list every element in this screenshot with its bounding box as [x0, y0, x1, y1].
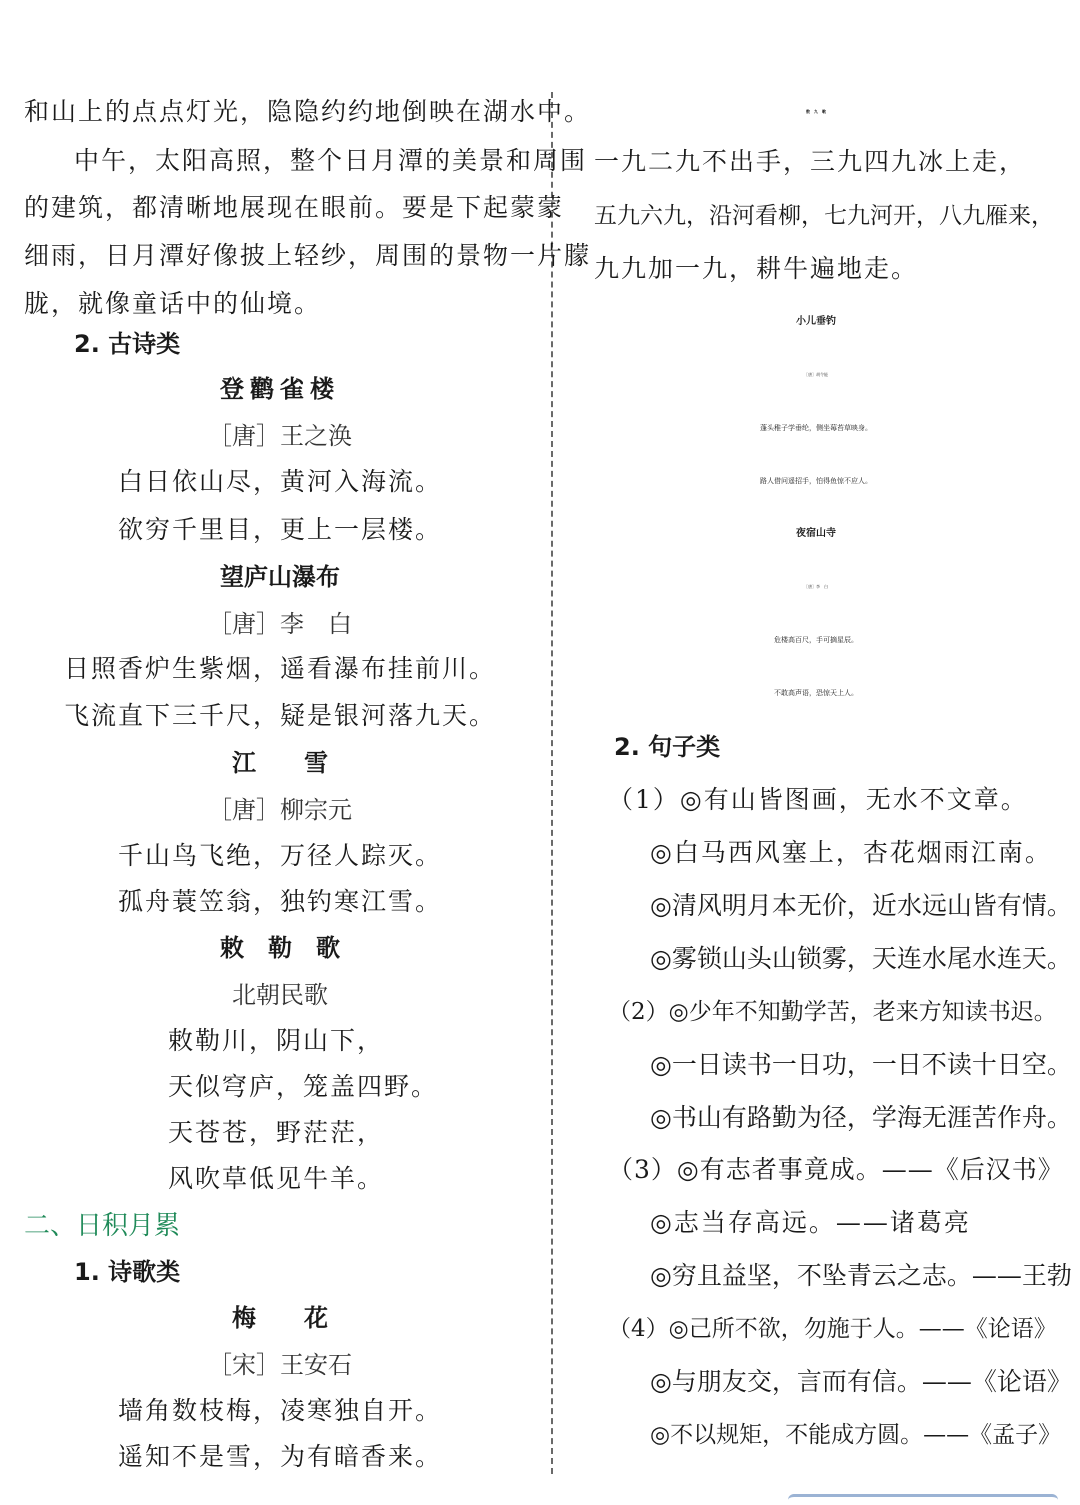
sentence-line: ◎雾锁山头山锁雾，天连水尾水连天。	[650, 944, 1072, 973]
poem-title: 梅 花	[232, 1304, 328, 1332]
rhyme-line: 五九六九，沿河看柳，七九河开，八九雁来，	[594, 203, 1054, 229]
sentence-line: ◎与朋友交，言而有信。——《论语》	[650, 1367, 1072, 1396]
poem-title: 望庐山瀑布	[220, 563, 340, 591]
paragraph-line: 的建筑，都清晰地展现在眼前。要是下起蒙蒙	[24, 193, 565, 222]
sentence-line: （1）◎有山皆图画，无水不文章。	[608, 785, 1028, 814]
poem-line: 白日依山尽，黄河入海流。	[117, 467, 442, 496]
paragraph-line: 中午，太阳高照，整个日月潭的美景和周围	[74, 146, 588, 175]
poem-author: ［唐］李 白	[208, 610, 352, 638]
section-heading-poetry: 1. 诗歌类	[74, 1258, 181, 1286]
poem-author: ［唐］李 白	[804, 584, 828, 589]
poem-line: 敕勒川，阴山下，	[168, 1026, 385, 1055]
sentence-line: ◎白马西风塞上，杏花烟雨江南。	[650, 838, 1052, 867]
rhyme-line: 一九二九不出手，三九四九冰上走，	[594, 147, 1027, 176]
rhyme-line: 九九加一九，耕牛遍地走。	[594, 254, 919, 283]
poem-title: 数 九 歌	[806, 109, 826, 114]
poem-line: 飞流直下三千尺，疑是银河落九天。	[63, 701, 496, 730]
poem-line: 墙角数枝梅，凌寒独自开。	[117, 1396, 442, 1425]
poem-title: 敕 勒 歌	[220, 934, 340, 962]
page-edge-decoration	[788, 1494, 1058, 1505]
sentence-line: （2）◎少年不知勤学苦，老来方知读书迟。	[608, 999, 1057, 1025]
poem-title: 夜宿山寺	[796, 528, 836, 539]
poem-line: 孤舟蓑笠翁，独钓寒江雪。	[117, 887, 442, 916]
sentence-line: ◎穷且益坚，不坠青云之志。——王勃	[650, 1261, 1072, 1290]
section-heading-sentences: 2. 句子类	[614, 733, 721, 761]
poem-author: 北朝民歌	[232, 981, 328, 1009]
poem-title: 小儿垂钓	[796, 316, 836, 327]
sentence-line: （4）◎己所不欲，勿施于人。——《论语》	[608, 1316, 1057, 1342]
poem-line: 天苍苍，野茫茫，	[168, 1118, 385, 1147]
poem-line: 路人借问遥招手，怕得鱼惊不应人。	[760, 477, 872, 485]
poem-author: ［宋］王安石	[208, 1351, 352, 1379]
section-heading-ancient-poems: 2. 古诗类	[74, 330, 181, 358]
poem-title: 登鹳雀楼	[220, 375, 340, 403]
paragraph-line: 胧，就像童话中的仙境。	[24, 289, 322, 318]
poem-line: 遥知不是雪，为有暗香来。	[117, 1442, 442, 1471]
sentence-line: （3）◎有志者事竟成。——《后汉书》	[608, 1155, 1064, 1184]
poem-author: ［唐］胡令能	[804, 372, 828, 377]
sentence-line: ◎不以规矩，不能成方圆。——《孟子》	[650, 1422, 1062, 1448]
poem-line: 危楼高百尺，手可摘星辰。	[774, 636, 858, 644]
poem-title: 江 雪	[232, 749, 328, 777]
poem-line: 风吹草低见牛羊。	[168, 1164, 385, 1193]
sentence-line: ◎书山有路勤为径，学海无涯苦作舟。	[650, 1103, 1072, 1132]
paragraph-line: 和山上的点点灯光，隐隐约约地倒映在湖水中。	[24, 97, 592, 126]
poem-author: ［唐］柳宗元	[208, 796, 352, 824]
sentence-line: ◎志当存高远。——诸葛亮	[650, 1208, 971, 1237]
poem-line: 千山鸟飞绝，万径人踪灭。	[117, 841, 442, 870]
poem-line: 蓬头稚子学垂纶，侧坐莓苔草映身。	[760, 424, 872, 432]
sentence-line: ◎清风明月本无价，近水远山皆有情。	[650, 891, 1072, 920]
poem-line: 欲穷千里目，更上一层楼。	[117, 515, 442, 544]
poem-line: 天似穹庐，笼盖四野。	[168, 1072, 439, 1101]
poem-author: ［唐］王之涣	[208, 422, 352, 450]
sentence-line: ◎一日读书一日功，一日不读十日空。	[650, 1050, 1072, 1079]
column-divider	[551, 92, 553, 1474]
paragraph-line: 细雨，日月潭好像披上轻纱，周围的景物一片朦	[24, 241, 592, 270]
poem-line: 不敢高声语，恐惊天上人。	[774, 689, 858, 697]
section-heading-daily-accumulation: 二、日积月累	[24, 1211, 181, 1241]
poem-line: 日照香炉生紫烟，遥看瀑布挂前川。	[63, 654, 496, 683]
